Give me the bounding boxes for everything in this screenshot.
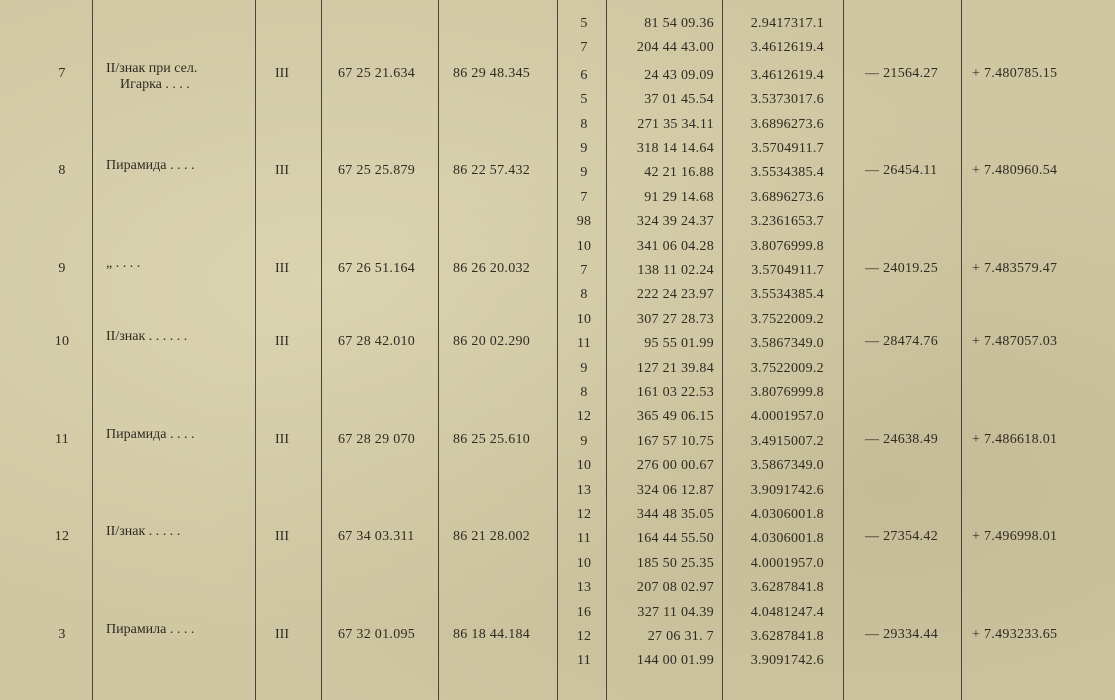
direction-number: 9 <box>580 433 588 449</box>
direction-number: 10 <box>576 555 592 571</box>
direction-angle: 324 06 12.87 <box>636 482 714 498</box>
station-number: 8 <box>58 163 66 179</box>
coord-x: — 29334.44 <box>865 627 938 642</box>
direction-number: 7 <box>580 189 588 205</box>
direction-angle: 318 14 14.64 <box>636 141 714 156</box>
station-number: 12 <box>54 529 70 545</box>
direction-angle: 42 21 16.88 <box>644 165 714 181</box>
station-number: 3 <box>58 627 66 642</box>
coord-y: + 7.496998.01 <box>972 529 1058 545</box>
latitude: 67 28 42.010 <box>338 334 416 350</box>
longitude: 86 29 48.345 <box>453 65 531 81</box>
direction-number: 8 <box>580 287 588 303</box>
direction-angle: 167 57 10.75 <box>636 433 714 449</box>
direction-angle: 164 44 55.50 <box>636 531 714 547</box>
direction-number: 10 <box>576 238 592 254</box>
direction-number: 8 <box>580 385 588 400</box>
direction-number: 12 <box>576 629 592 644</box>
log-distance: 3.8076999.8 <box>750 238 824 254</box>
column-divider <box>255 0 256 700</box>
direction-angle: 185 50 25.35 <box>636 555 714 571</box>
station-name: II/знак . . . . . . <box>106 329 188 345</box>
latitude: 67 25 25.879 <box>338 163 416 179</box>
coord-y: + 7.480960.54 <box>972 163 1058 179</box>
coord-x: — 24638.49 <box>865 431 938 447</box>
direction-angle: 37 01 45.54 <box>644 92 714 108</box>
coord-x: — 26454.11 <box>865 163 938 179</box>
direction-number: 16 <box>576 604 592 620</box>
log-distance: 4.0306001.8 <box>750 531 824 547</box>
direction-number: 8 <box>580 116 588 132</box>
log-distance: 3.8076999.8 <box>750 385 824 400</box>
log-distance: 3.9091742.6 <box>750 653 824 669</box>
station-class: III <box>275 261 289 276</box>
direction-angle: 81 54 09.36 <box>644 16 714 31</box>
latitude: 67 26 51.164 <box>338 261 416 276</box>
longitude: 86 20 02.290 <box>453 334 531 350</box>
direction-angle: 27 06 31. 7 <box>647 629 714 644</box>
log-distance: 3.2361653.7 <box>750 214 824 230</box>
coord-x: — 27354.42 <box>865 529 938 545</box>
direction-angle: 144 00 01.99 <box>636 653 714 669</box>
log-distance: 4.0481247.4 <box>750 604 824 620</box>
station-class: III <box>275 529 289 545</box>
direction-number: 12 <box>576 409 592 425</box>
column-divider <box>843 0 844 700</box>
log-distance: 3.6896273.6 <box>750 189 824 205</box>
coord-x: — 28474.76 <box>865 334 938 350</box>
direction-angle: 222 24 23.97 <box>636 287 714 303</box>
direction-angle: 365 49 06.15 <box>636 409 714 425</box>
coord-y: + 7.483579.47 <box>972 261 1058 276</box>
column-divider <box>557 0 558 700</box>
coord-x: — 21564.27 <box>865 65 938 81</box>
coord-x: — 24019.25 <box>865 261 938 276</box>
log-distance: 3.5534385.4 <box>750 287 824 303</box>
direction-number: 5 <box>580 16 588 31</box>
log-distance: 3.4612619.4 <box>750 67 824 83</box>
coord-y: + 7.480785.15 <box>972 65 1058 81</box>
log-distance: 3.5867349.0 <box>750 336 824 352</box>
station-number: 9 <box>58 261 66 276</box>
station-number: 7 <box>58 65 66 81</box>
log-distance: 4.0001957.0 <box>750 409 824 425</box>
direction-number: 9 <box>580 360 588 376</box>
log-distance: 3.7522009.2 <box>750 311 824 327</box>
direction-angle: 207 08 02.97 <box>636 580 714 596</box>
station-number: 11 <box>54 431 70 447</box>
latitude: 67 32 01.095 <box>338 627 416 642</box>
direction-number: 9 <box>580 141 588 156</box>
station-name: Пирамила . . . . <box>106 622 195 637</box>
station-number: 10 <box>54 334 70 350</box>
direction-angle: 91 29 14.68 <box>644 189 714 205</box>
log-distance: 3.9091742.6 <box>750 482 824 498</box>
direction-number: 13 <box>576 482 592 498</box>
longitude: 86 21 28.002 <box>453 529 531 545</box>
log-distance: 3.4612619.4 <box>750 40 824 56</box>
direction-number: 11 <box>576 336 592 352</box>
station-name-line2: Игарка . . . . <box>120 76 190 92</box>
direction-number: 10 <box>576 458 592 474</box>
latitude: 67 34 03.311 <box>338 529 415 545</box>
coord-y: + 7.493233.65 <box>972 627 1058 642</box>
direction-number: 11 <box>576 653 592 669</box>
station-name: Пирамида . . . . <box>106 158 195 174</box>
station-name: II/знак при сел. <box>106 60 198 76</box>
log-distance: 2.9417317.1 <box>750 16 824 31</box>
log-distance: 3.5534385.4 <box>750 165 824 181</box>
coord-y: + 7.487057.03 <box>972 334 1058 350</box>
direction-angle: 138 11 02.24 <box>637 263 714 278</box>
direction-number: 6 <box>580 67 588 83</box>
log-distance: 3.6287841.8 <box>750 580 824 596</box>
direction-number: 10 <box>576 311 592 327</box>
direction-angle: 307 27 28.73 <box>636 311 714 327</box>
direction-number: 7 <box>580 263 588 278</box>
direction-number: 98 <box>576 214 592 230</box>
log-distance: 3.5704911.7 <box>751 263 824 278</box>
latitude: 67 28 29 070 <box>338 431 416 447</box>
log-distance: 4.0001957.0 <box>750 555 824 571</box>
station-name: II/знак . . . . . <box>106 524 181 540</box>
log-distance: 3.4915007.2 <box>750 433 824 449</box>
log-distance: 3.6287841.8 <box>750 629 824 644</box>
longitude: 86 25 25.610 <box>453 431 531 447</box>
direction-angle: 204 44 43.00 <box>636 40 714 56</box>
log-distance: 3.5867349.0 <box>750 458 824 474</box>
direction-angle: 327 11 04.39 <box>637 604 714 620</box>
column-divider <box>92 0 93 700</box>
direction-angle: 271 35 34.11 <box>637 116 714 132</box>
log-distance: 3.6896273.6 <box>750 116 824 132</box>
station-class: III <box>275 627 289 642</box>
log-distance: 3.5704911.7 <box>751 141 824 156</box>
direction-angle: 127 21 39.84 <box>636 360 714 376</box>
direction-number: 12 <box>576 507 592 522</box>
direction-angle: 344 48 35.05 <box>636 507 714 522</box>
station-name: „ . . . . <box>106 256 141 271</box>
column-divider <box>961 0 962 700</box>
longitude: 86 26 20.032 <box>453 261 531 276</box>
direction-number: 5 <box>580 92 588 108</box>
direction-number: 7 <box>580 40 588 56</box>
direction-angle: 161 03 22.53 <box>636 385 714 400</box>
direction-number: 9 <box>580 165 588 181</box>
log-distance: 3.7522009.2 <box>750 360 824 376</box>
coord-y: + 7.486618.01 <box>972 431 1058 447</box>
direction-angle: 276 00 00.67 <box>636 458 714 474</box>
latitude: 67 25 21.634 <box>338 65 416 81</box>
longitude: 86 18 44.184 <box>453 627 531 642</box>
log-distance: 4.0306001.8 <box>750 507 824 522</box>
station-class: III <box>275 334 289 350</box>
direction-angle: 341 06 04.28 <box>636 238 714 254</box>
station-class: III <box>275 431 289 447</box>
station-class: III <box>275 65 289 81</box>
longitude: 86 22 57.432 <box>453 163 531 179</box>
direction-angle: 324 39 24.37 <box>636 214 714 230</box>
log-distance: 3.5373017.6 <box>750 92 824 108</box>
direction-number: 11 <box>576 531 592 547</box>
direction-angle: 24 43 09.09 <box>644 67 714 83</box>
column-divider <box>438 0 439 700</box>
direction-number: 13 <box>576 580 592 596</box>
direction-angle: 95 55 01.99 <box>644 336 714 352</box>
column-divider <box>321 0 322 700</box>
station-name: Пирамида . . . . <box>106 426 195 442</box>
station-class: III <box>275 163 289 179</box>
